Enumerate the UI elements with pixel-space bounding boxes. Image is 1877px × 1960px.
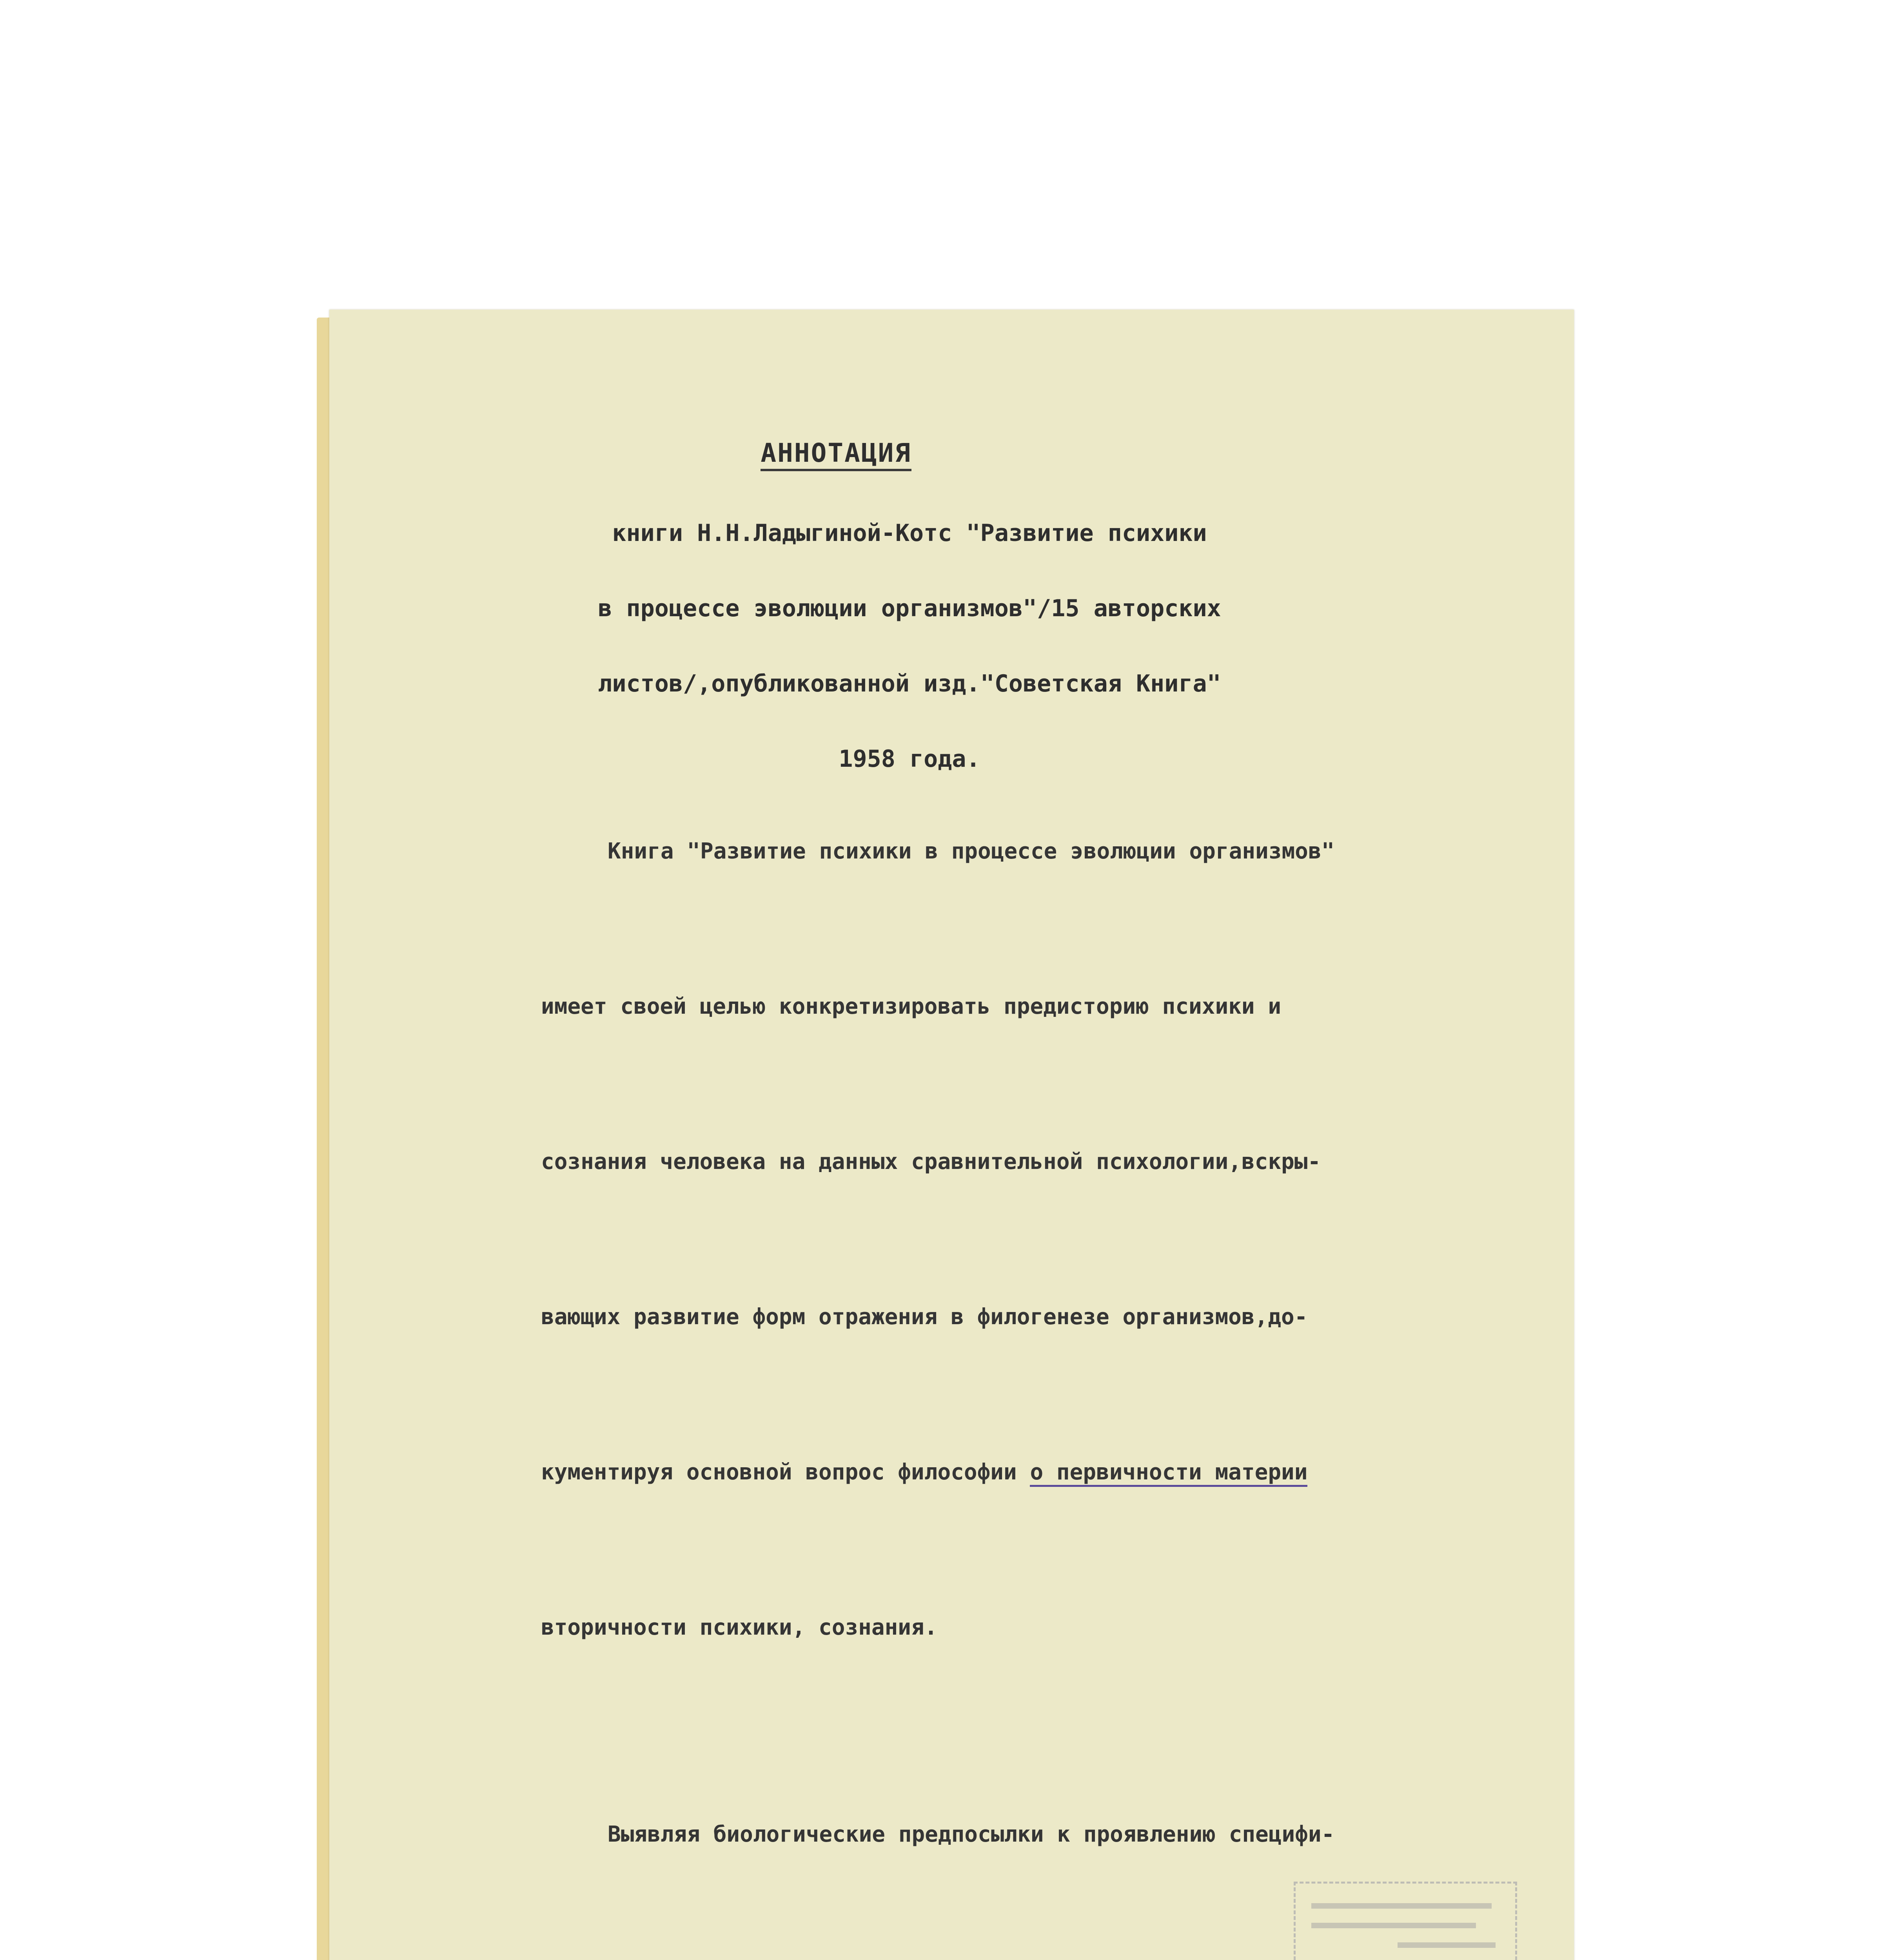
body-line: имеет своей целью конкретизировать предисторию психики и bbox=[541, 994, 1282, 1019]
underlined-phrase: о первичности материи bbox=[1030, 1459, 1307, 1487]
stamp-mark bbox=[1398, 1942, 1496, 1948]
citation-line: листов/,опубликованной изд."Советская Книга" bbox=[598, 670, 1221, 697]
body-line: вающих развитие форм отражения в филогенезе организмов,до- bbox=[541, 1304, 1308, 1330]
body-line-underlined: кументируя основной вопрос философии о первичности материи bbox=[541, 1446, 1599, 1498]
body-line: сознания человека на данных сравнительной психологии,вскры- bbox=[541, 1149, 1321, 1174]
body-line: Выявляя биологические предпосылки к проявлению специфи- bbox=[608, 1822, 1335, 1847]
body-line: вторичности психики, сознания. bbox=[541, 1615, 938, 1640]
citation-line: в процессе эволюции организмов"/15 авторских bbox=[598, 595, 1221, 622]
heading-text: АННОТАЦИЯ bbox=[761, 438, 911, 471]
annotation-body bbox=[541, 670, 1599, 1960]
stamp-mark bbox=[1311, 1923, 1476, 1928]
citation-line: 1958 года. bbox=[839, 745, 980, 773]
body-line: Книга "Развитие психики в процессе эволюции организмов" bbox=[608, 838, 1335, 864]
library-stamp bbox=[1294, 1882, 1517, 1960]
stamp-mark bbox=[1311, 1903, 1492, 1909]
citation-line: книги Н.Н.Ладыгиной-Котс "Развитие психики bbox=[612, 519, 1207, 547]
document-heading bbox=[541, 408, 1098, 468]
